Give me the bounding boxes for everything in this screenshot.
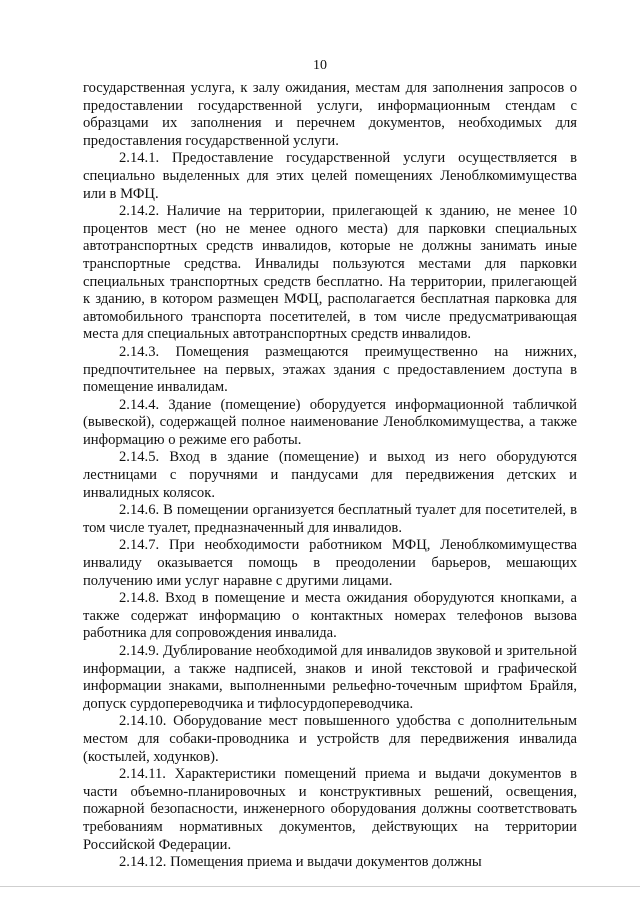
- paragraph-2-14-2: 2.14.2. Наличие на территории, прилегающей к зданию, не менее 10 процентов мест (но не менее одного места) для парковки специальных автотранспортных средств инвалидов, которые не должны занимать иные транспортные средства. Инвалиды пользуются местами для парковки специальных транспортных средств бесплатно. На территории, прилегающей к зданию, в котором размещен МФЦ, располагается бесплатная парковка для автомобильного транспорта посетителей, в том числе предусматривающая места для специальных автотранспортных средств инвалидов.: [83, 203, 577, 343]
- paragraph-2-14-3: 2.14.3. Помещения размещаются преимущественно на нижних, предпочтительнее на первых, этажах здания с предоставлением доступа в помещение инвалидам.: [83, 343, 577, 396]
- paragraph-2-14-12: 2.14.12. Помещения приема и выдачи документов должны: [119, 854, 482, 871]
- paragraph-2-14-6: 2.14.6. В помещении организуется бесплатный туалет для посетителей, в том числе туалет, предназначенный для инвалидов.: [83, 502, 577, 536]
- paragraph-2-14-5: 2.14.5. Вход в здание (помещение) и выход из него оборудуются лестницами с поручнями и пандусами для передвижения детских и инвалидных колясок.: [83, 449, 577, 501]
- page-bottom-edge: [0, 886, 640, 887]
- paragraph-continuation: государственная услуга, к залу ожидания, местам для заполнения запросов о предоставлении государственной услуги, информационным стендам с образцами их заполнения и перечнем документов, необходимых для предоставления государственной услуги.: [83, 80, 577, 149]
- paragraph-2-14-11: 2.14.11. Характеристики помещений приема и выдачи документов в части объемно-планировочных и конструктивных решений, освещения, пожарной безопасности, инженерного оборудования должны соответствовать требованиям нормативных документов, действующих на территории Российской Федерации.: [83, 766, 577, 853]
- paragraph-2-14-4: 2.14.4. Здание (помещение) оборудуется информационной табличкой (вывеской), содержащей полное наименование Ленoблкомимущества, а также информацию о режиме его работы.: [83, 396, 577, 448]
- document-body: [83, 80, 577, 872]
- paragraph-2-14-10: 2.14.10. Оборудование мест повышенного удобства с дополнительным местом для собаки-проводника и устройств для передвижения инвалида (костылей, ходунков).: [83, 713, 577, 765]
- paragraph-2-14-7: 2.14.7. При необходимости работником МФЦ, Ленoблкомимущества инвалиду оказывается помощь в преодолении барьеров, мешающих получению ими услуг наравне с другими лицами.: [83, 537, 577, 589]
- page-number: 10: [313, 58, 327, 73]
- paragraph-2-14-1: 2.14.1. Предоставление государственной услуги осуществляется в специально выделенных для этих целей помещениях Ленoблкомимущества или в МФЦ.: [83, 150, 577, 202]
- paragraph-2-14-8: 2.14.8. Вход в помещение и места ожидания оборудуются кнопками, а также содержат информацию о контактных номерах телефонов вызова работника для сопровождения инвалида.: [83, 590, 577, 642]
- paragraph-2-14-9: 2.14.9. Дублирование необходимой для инвалидов звуковой и зрительной информации, а также надписей, знаков и иной текстовой и графической информации знаками, выполненными рельефно-точечным шрифтом Брайля, допуск сурдопереводчика и тифлосурдопереводчика.: [83, 643, 577, 712]
